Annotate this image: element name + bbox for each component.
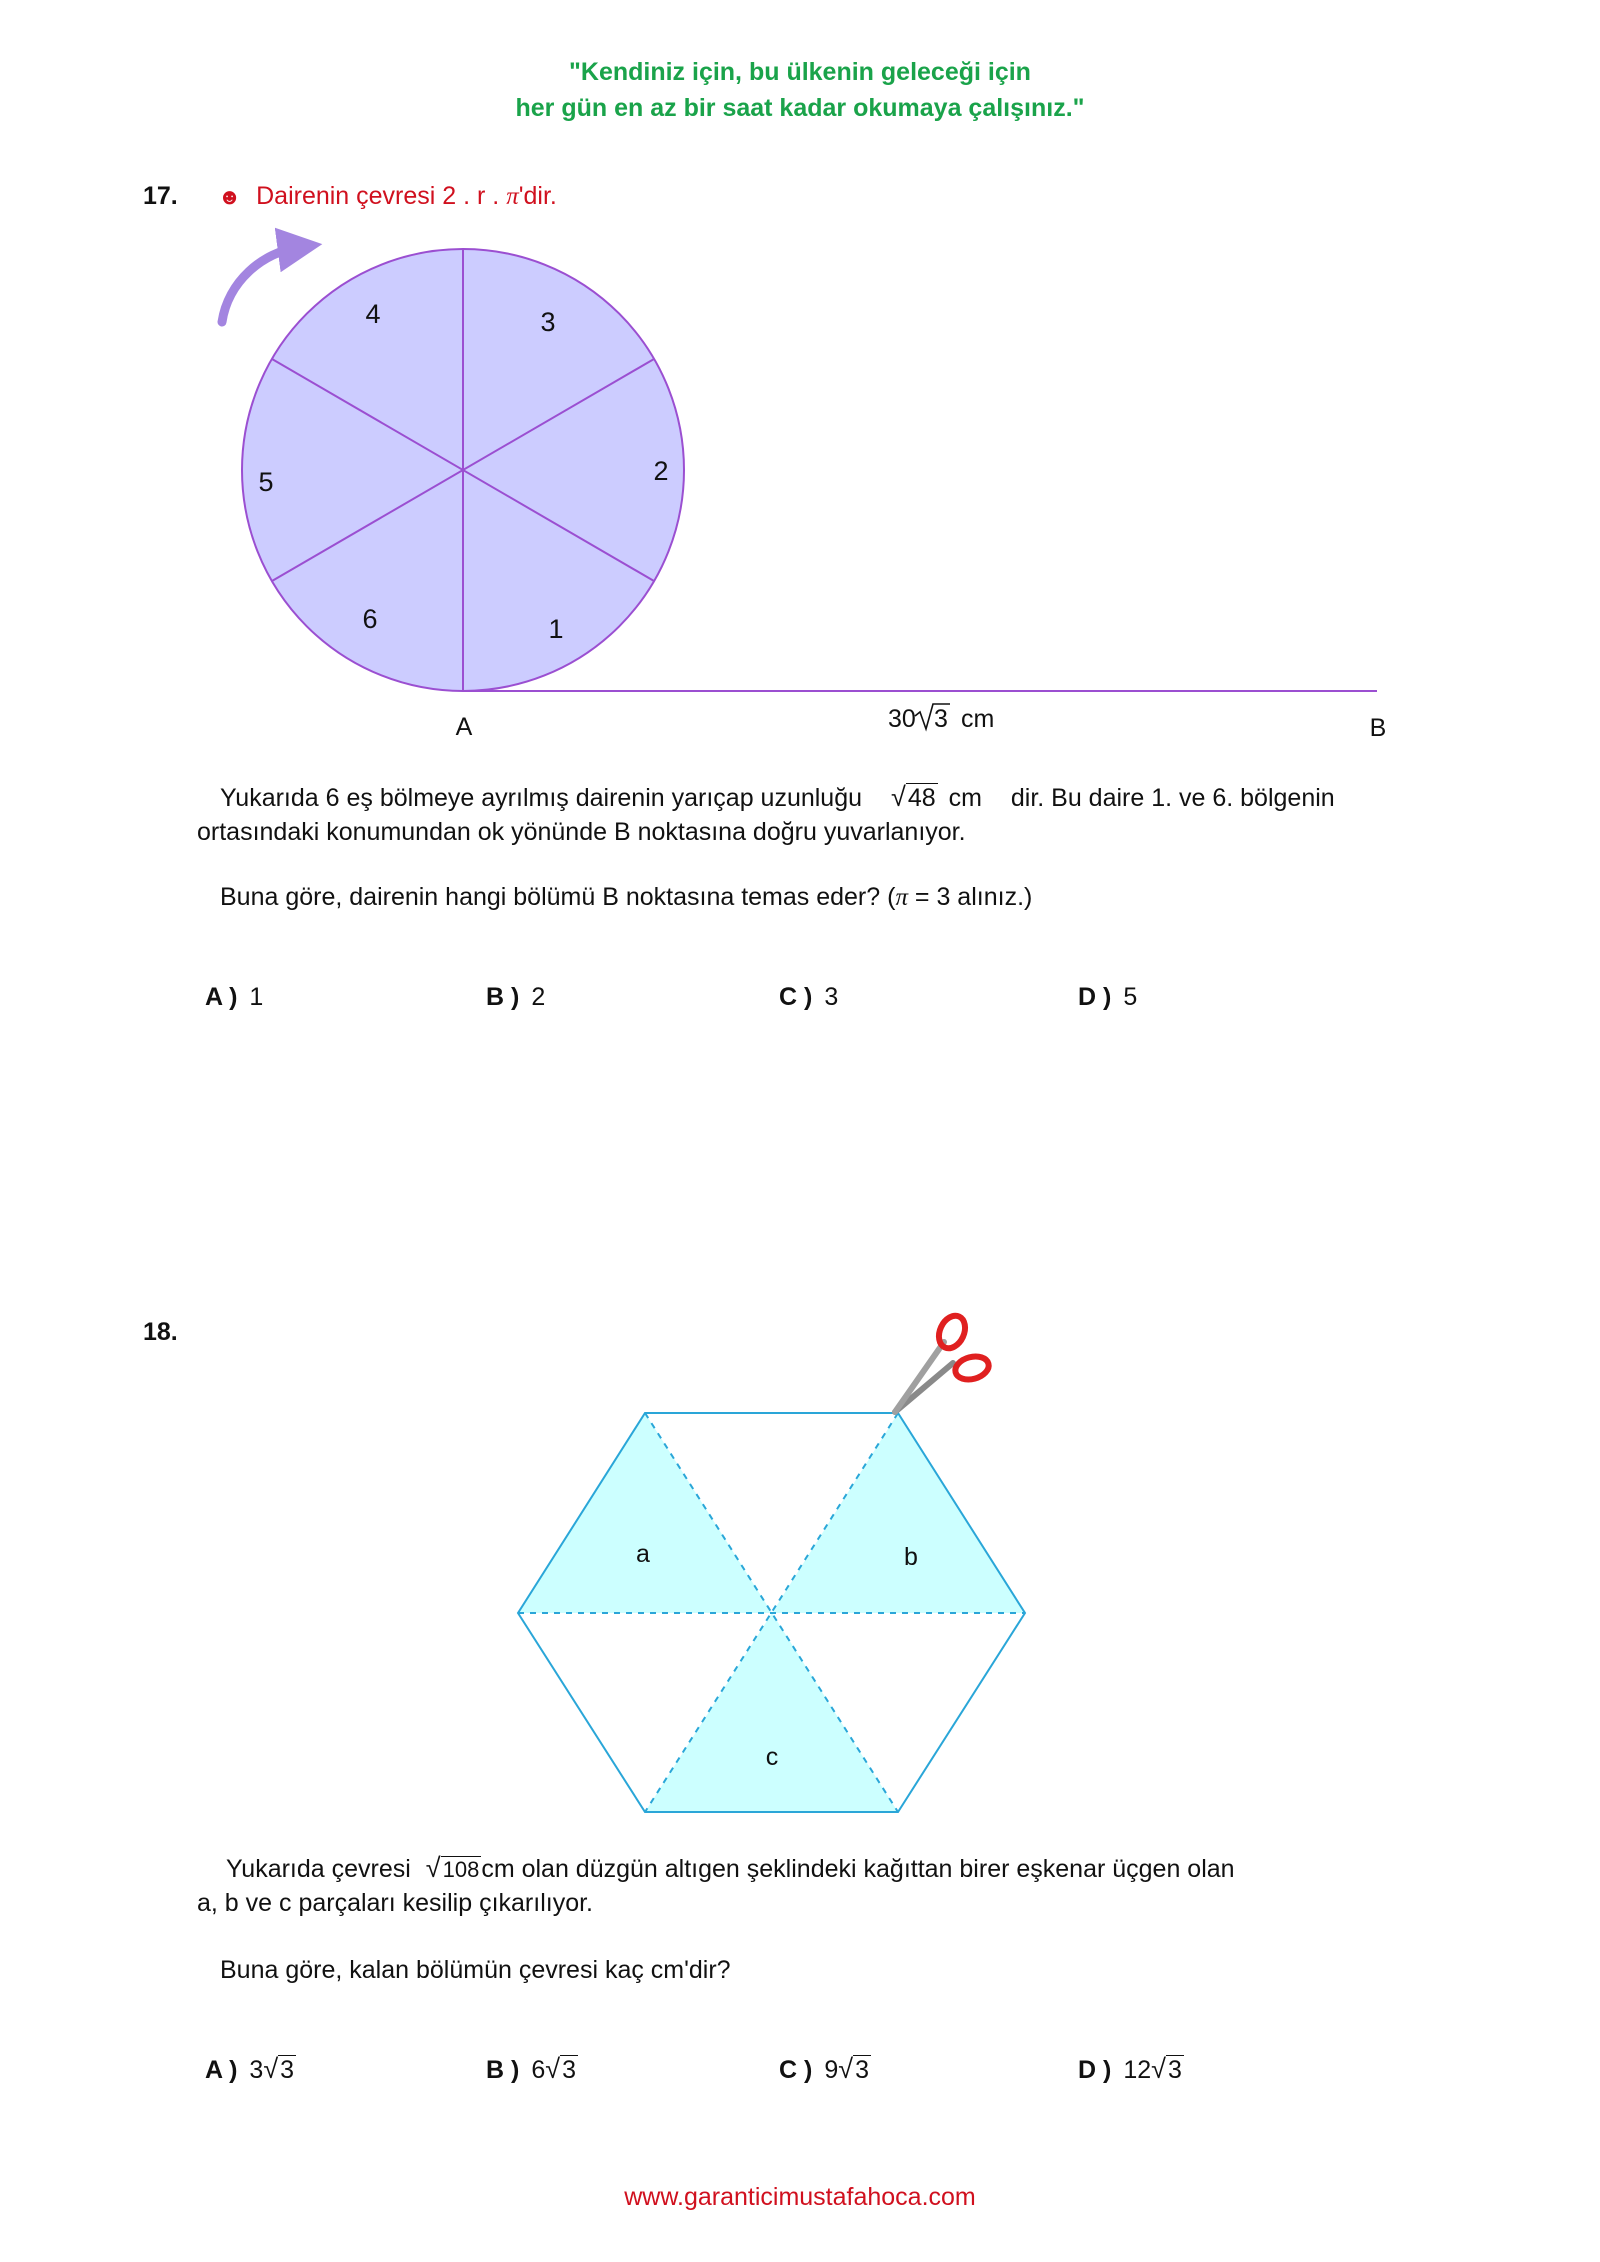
option-radicand: 3 — [280, 2056, 295, 2084]
point-a-label: A — [455, 713, 473, 741]
option-value: 5 — [1123, 983, 1138, 1011]
radical-sign-icon: √ — [425, 1853, 441, 1883]
q18-option-a[interactable] — [205, 2054, 296, 2085]
option-root — [838, 2054, 871, 2085]
option-value: 1 — [249, 983, 264, 1011]
question-17-text-line-1 — [220, 780, 1335, 815]
q18-text-before: Yukarıda çevresi — [226, 1855, 411, 1883]
question-17-prompt — [220, 880, 1032, 915]
sector-label-2: 2 — [653, 456, 669, 486]
sector-label-1: 1 — [548, 614, 564, 644]
option-coefficient: 12 — [1123, 2056, 1152, 2084]
question-18-text-line-1 — [226, 1851, 1235, 1887]
piece-label-c: c — [765, 1743, 779, 1771]
radius-radicand: 48 — [907, 784, 936, 812]
q17-prompt-pi: π — [895, 884, 908, 911]
question-18-prompt: Buna göre, kalan bölümün çevresi kaç cm'dir? — [220, 1956, 731, 1984]
radical-sign-icon: √ — [890, 782, 906, 812]
q17-option-a[interactable] — [205, 983, 263, 1012]
distance-radicand: 3 — [934, 705, 948, 733]
q18-text-after: cm olan düzgün altıgen şeklindeki kağıttan birer eşkenar üçgen olan — [481, 1855, 1235, 1883]
perimeter-value — [426, 1851, 482, 1887]
radical-sign-icon: √ — [838, 2054, 854, 2084]
q17-prompt-after: = 3 alınız.) — [907, 883, 1033, 911]
option-value: 2 — [531, 983, 546, 1011]
triangle-c — [645, 1613, 898, 1812]
option-coefficient: 3 — [249, 2056, 264, 2084]
radical-sign-icon: √ — [1151, 2054, 1166, 2084]
radical-sign-icon: √ — [545, 2054, 561, 2084]
smiley-icon: ☻ — [218, 184, 242, 209]
q18-option-d[interactable] — [1078, 2054, 1184, 2085]
hexagon-figure — [0, 1300, 1600, 1840]
radical-sign-icon: √ — [263, 2054, 279, 2084]
sector-label-6: 6 — [362, 604, 378, 634]
option-radicand: 3 — [855, 2056, 869, 2084]
distance-unit: cm — [961, 705, 995, 733]
question-17-text-line-2: ortasındaki konumundan ok yönünde B noktasına doğru yuvarlanıyor. — [197, 818, 966, 846]
piece-label-a: a — [636, 1540, 650, 1568]
hint-suffix: 'dir. — [518, 182, 557, 210]
question-18-text-line-2: a, b ve c parçaları kesilip çıkarılıyor. — [197, 1889, 593, 1917]
option-coefficient: 9 — [824, 2056, 839, 2084]
distance-coefficient: 30 — [888, 705, 916, 733]
sector-label-4: 4 — [365, 299, 381, 329]
option-root — [545, 2054, 578, 2085]
q17-option-d[interactable] — [1078, 983, 1137, 1012]
q17-text-after: dir. Bu daire 1. ve 6. bölgenin — [1010, 784, 1335, 812]
q18-option-b[interactable] — [486, 2054, 578, 2085]
q17-option-b[interactable] — [486, 983, 545, 1012]
sector-label-3: 3 — [540, 307, 556, 337]
option-root — [1151, 2054, 1184, 2085]
q17-prompt-before: Buna göre, dairenin hangi bölümü B noktasına temas eder? ( — [220, 883, 896, 911]
option-letter: D ) — [1078, 2056, 1112, 2084]
motto-line-2: her gün en az bir saat kadar okumaya çalışınız." — [515, 94, 1085, 122]
option-letter: C ) — [779, 983, 813, 1011]
option-radicand: 3 — [1167, 2056, 1182, 2084]
scissors-icon — [895, 1312, 991, 1412]
question-18-number: 18. — [143, 1318, 178, 1346]
triangle-b — [772, 1413, 1025, 1613]
option-value: 3 — [824, 983, 839, 1011]
rolling-circle-figure — [0, 0, 1600, 760]
option-radicand: 3 — [562, 2056, 576, 2084]
question-17-number: 17. — [143, 182, 178, 210]
hint-prefix: Dairenin çevresi 2 . r . — [256, 182, 507, 210]
q18-option-c[interactable] — [779, 2054, 871, 2085]
option-coefficient: 6 — [531, 2056, 546, 2084]
sector-label-5: 5 — [258, 467, 274, 497]
piece-label-b: b — [904, 1543, 918, 1571]
triangle-a — [518, 1413, 772, 1613]
radius-unit: cm — [948, 784, 982, 812]
hint-pi: π — [506, 183, 519, 210]
option-letter: C ) — [779, 2056, 813, 2084]
roll-direction-arrow-icon — [222, 247, 300, 322]
option-letter: B ) — [486, 2056, 520, 2084]
q17-option-c[interactable] — [779, 983, 838, 1012]
distance-label — [888, 704, 994, 733]
q17-text-before: Yukarıda 6 eş bölmeye ayrılmış dairenin yarıçap uzunluğu — [220, 784, 863, 812]
option-letter: B ) — [486, 983, 520, 1011]
point-b-label: B — [1369, 714, 1387, 742]
perimeter-radicand: 108 — [442, 1857, 480, 1882]
motto-line-1: "Kendiniz için, bu ülkenin geleceği için — [569, 58, 1031, 86]
option-root — [263, 2054, 296, 2085]
option-letter: A ) — [205, 2056, 238, 2084]
radius-value — [891, 780, 938, 815]
option-letter: A ) — [205, 983, 238, 1011]
footer-website-link[interactable]: www.garanticimustafahoca.com — [624, 2183, 976, 2211]
option-letter: D ) — [1078, 983, 1112, 1011]
